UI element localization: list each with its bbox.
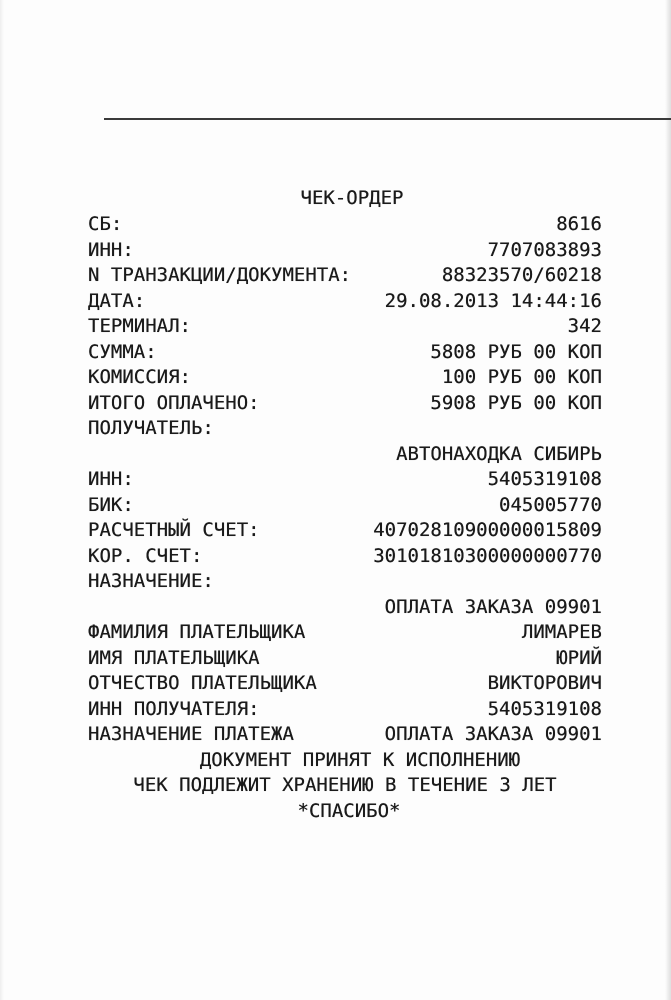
- payer-row-surname: [88, 620, 602, 646]
- row-value: 045005770: [499, 493, 602, 516]
- receipt-title: ЧЕК-ОРДЕР: [300, 187, 404, 209]
- receipt-row-inn: [88, 238, 602, 264]
- payer-row-payment-purpose: [88, 722, 602, 748]
- receipt-row-commission: [88, 365, 602, 391]
- row-value: 342: [567, 315, 602, 337]
- recipient-name: АВТОНАХОДКА СИБИРЬ: [396, 442, 602, 465]
- footer-storage: ЧЕК ПОДЛЕЖИТ ХРАНЕНИЮ В ТЕЧЕНИЕ 3 ЛЕТ: [133, 774, 557, 796]
- row-label: КОР. СЧЕТ:: [88, 544, 203, 567]
- receipt-row-total: [88, 391, 602, 417]
- row-value: ВИКТОРОВИЧ: [487, 672, 602, 694]
- purpose-value: ОПЛАТА ЗАКАЗА 09901: [384, 595, 602, 618]
- row-value: 5405319108: [487, 468, 602, 490]
- bank-row-bik: [88, 493, 602, 519]
- row-value: 7707083893: [487, 238, 602, 261]
- row-value: 5908 РУБ 00 КОП: [430, 391, 602, 414]
- receipt: [88, 186, 602, 824]
- paper-left-shadow: [0, 0, 4, 1000]
- row-value: 100 РУБ 00 КОП: [441, 366, 602, 388]
- row-label: ИНН:: [88, 238, 134, 261]
- row-label: ИНН:: [88, 468, 134, 490]
- receipt-tear-line: [104, 118, 671, 120]
- payer-row-patronymic: [88, 671, 602, 697]
- row-label: ИМЯ ПЛАТЕЛЬЩИКА: [88, 646, 260, 669]
- row-value: ЛИМАРЕВ: [521, 621, 602, 643]
- row-label: РАСЧЕТНЫЙ СЧЕТ:: [88, 519, 260, 541]
- receipt-row-date: [88, 289, 602, 315]
- row-label: ТЕРМИНАЛ:: [88, 315, 191, 337]
- payer-row-name: [88, 646, 602, 672]
- row-label: ОТЧЕСТВО ПЛАТЕЛЬЩИКА: [88, 672, 317, 694]
- payer-row-recipient-inn: [88, 697, 602, 723]
- bank-row-inn: [88, 467, 602, 493]
- row-value: 5405319108: [487, 697, 602, 720]
- row-label: КОМИССИЯ:: [88, 366, 191, 388]
- row-label: ДАТА:: [88, 289, 146, 312]
- row-value: ЮРИЙ: [556, 646, 602, 669]
- bank-row-corr-account: [88, 544, 602, 570]
- row-value: 29.08.2013 14:44:16: [384, 289, 602, 312]
- footer-accepted: ДОКУМЕНТ ПРИНЯТ К ИСПОЛНЕНИЮ: [199, 748, 521, 771]
- paper-right-shadow: [665, 0, 671, 1000]
- footer-thanks: *СПАСИБО*: [297, 799, 401, 822]
- receipt-row-sb: [88, 212, 602, 238]
- bank-row-account: [88, 518, 602, 544]
- row-value: 5808 РУБ 00 КОП: [430, 340, 602, 363]
- row-value: ОПЛАТА ЗАКАЗА 09901: [384, 723, 602, 745]
- row-label: ФАМИЛИЯ ПЛАТЕЛЬЩИКА: [88, 621, 306, 643]
- row-value: 8616: [556, 213, 602, 235]
- row-label: ИТОГО ОПЛАЧЕНО:: [88, 391, 260, 414]
- row-value: 40702810900000015809: [373, 519, 602, 541]
- row-label: СУММА:: [88, 340, 157, 363]
- row-value: 88323570/60218: [441, 264, 602, 286]
- receipt-row-terminal: [88, 314, 602, 340]
- row-label: НАЗНАЧЕНИЕ ПЛАТЕЖА: [88, 723, 294, 745]
- row-label: БИК:: [88, 493, 134, 516]
- receipt-row-transaction: [88, 263, 602, 289]
- row-value: 30101810300000000770: [373, 544, 602, 567]
- purpose-label: НАЗНАЧЕНИЕ:: [88, 570, 214, 592]
- recipient-label: ПОЛУЧАТЕЛЬ:: [88, 417, 214, 439]
- row-label: СБ:: [88, 213, 123, 235]
- receipt-row-amount: [88, 340, 602, 366]
- row-label: ИНН ПОЛУЧАТЕЛЯ:: [88, 697, 260, 720]
- row-label: N ТРАНЗАКЦИИ/ДОКУМЕНТА:: [88, 264, 352, 286]
